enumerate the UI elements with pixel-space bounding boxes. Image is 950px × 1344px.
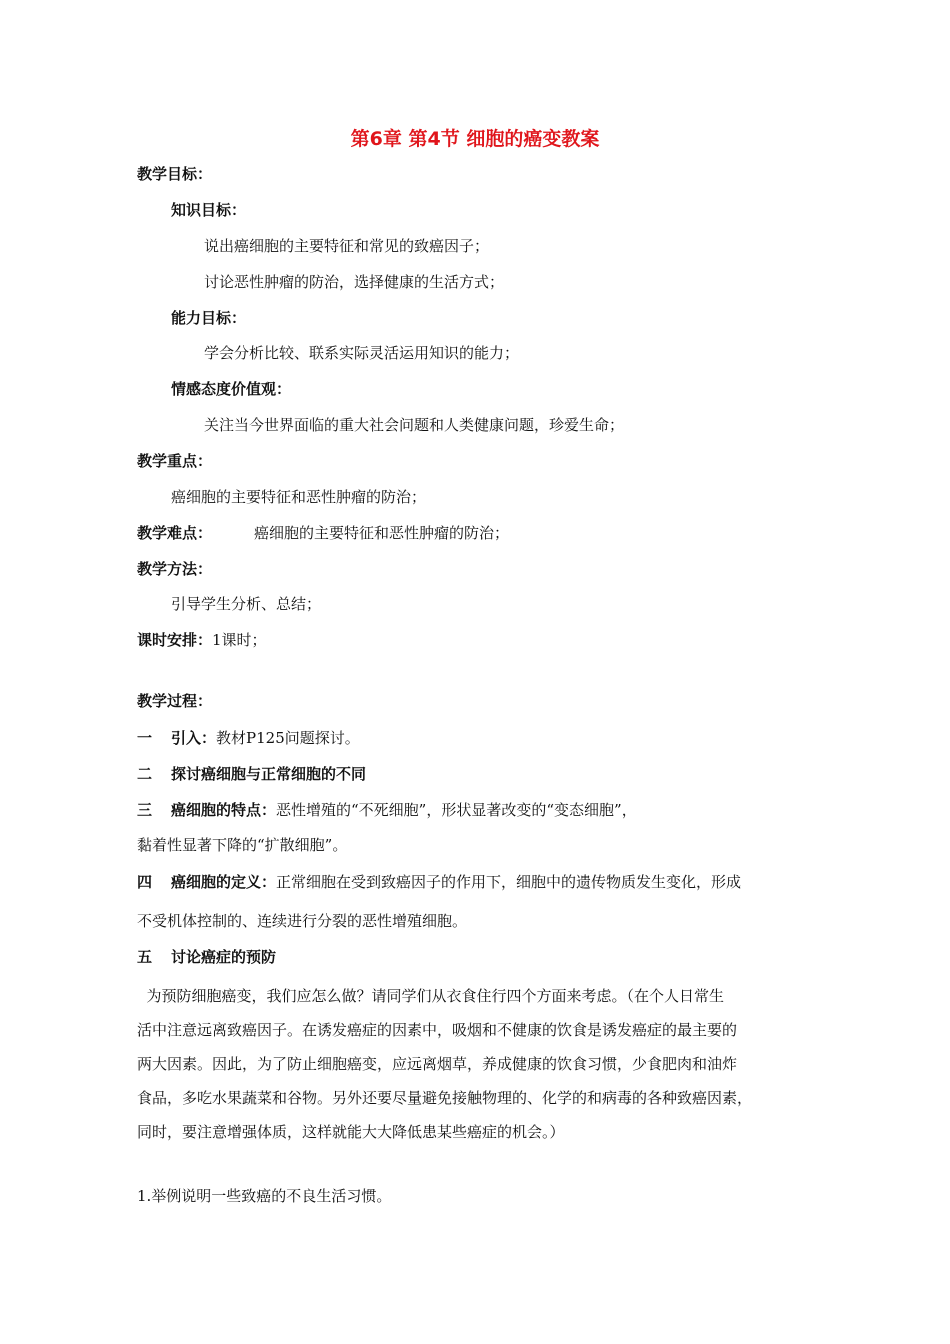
section-3-continued: 黏着性显著下降的“扩散细胞”。 — [137, 836, 348, 854]
paragraph-line: 两大因素。因此，为了防止细胞癌变，应远离烟草，养成健康的饮食习惯，少食肥肉和油炸 — [137, 1055, 738, 1073]
knowledge-heading: 知识目标： — [171, 201, 247, 219]
section-2 — [137, 764, 366, 784]
method-text: 引导学生分析、总结； — [171, 595, 322, 613]
page-title: 第6章 第4节 细胞的癌变教案 — [350, 128, 600, 150]
section-text: 恶性增殖的“不死细胞”，形状显著改变的“变态细胞”， — [276, 801, 637, 819]
section-5 — [137, 947, 276, 967]
process-heading: 教学过程： — [137, 692, 213, 710]
ability-item: 学会分析比较、联系实际灵活运用知识的能力； — [204, 344, 520, 362]
section-text: 正常细胞在受到致癌因子的作用下，细胞中的遗传物质发生变化，形成 — [276, 873, 742, 891]
section-number: 一 — [137, 729, 153, 747]
schedule-heading: 课时安排： — [137, 631, 213, 649]
schedule-text: 1课时； — [212, 631, 267, 649]
section-number: 五 — [137, 948, 153, 966]
paragraph-line: 为预防细胞癌变，我们应怎么做？请同学们从衣食住行四个方面来考虑。（在个人日常生 — [137, 987, 725, 1005]
difficulty-heading: 教学难点： — [137, 524, 213, 542]
paragraph-line: 同时，要注意增强体质，这样就能大大降低患某些癌症的机会。） — [137, 1123, 565, 1141]
section-number: 二 — [137, 765, 153, 783]
knowledge-item: 讨论恶性肿瘤的防治，选择健康的生活方式； — [204, 273, 505, 291]
paragraph-line: 活中注意远离致癌因子。在诱发癌症的因素中，吸烟和不健康的饮食是诱发癌症的最主要的 — [137, 1021, 738, 1039]
section-label: 癌细胞的定义： — [171, 873, 277, 891]
goals-heading: 教学目标： — [137, 165, 213, 183]
section-number: 三 — [137, 801, 153, 819]
section-label: 探讨癌细胞与正常细胞的不同 — [171, 765, 367, 783]
paragraph-line: 食品，多吃水果蔬菜和谷物。另外还要尽量避免接触物理的、化学的和病毒的各种致癌因素， — [137, 1089, 753, 1107]
knowledge-item: 说出癌细胞的主要特征和常见的致癌因子； — [204, 237, 490, 255]
section-1 — [137, 728, 360, 748]
emotion-item: 关注当今世界面临的重大社会问题和人类健康问题，珍爱生命； — [204, 416, 625, 434]
ability-heading: 能力目标： — [171, 309, 247, 327]
prevention-paragraph — [137, 979, 817, 1149]
section-3 — [137, 800, 637, 820]
question-1: 1.举例说明一些致癌的不良生活习惯。 — [137, 1187, 392, 1205]
difficulty-text: 癌细胞的主要特征和恶性肿瘤的防治； — [254, 524, 510, 542]
section-label: 癌细胞的特点： — [171, 801, 277, 819]
section-4-continued: 不受机体控制的、连续进行分裂的恶性增殖细胞。 — [137, 912, 468, 930]
schedule-line — [137, 630, 267, 650]
key-point-heading: 教学重点： — [137, 452, 213, 470]
section-4 — [137, 872, 741, 892]
section-label: 引入： — [171, 729, 217, 747]
section-number: 四 — [137, 873, 153, 891]
emotion-heading: 情感态度价值观： — [171, 380, 292, 398]
method-heading: 教学方法： — [137, 560, 213, 578]
key-point-text: 癌细胞的主要特征和恶性肿瘤的防治； — [171, 488, 427, 506]
section-label: 讨论癌症的预防 — [171, 948, 277, 966]
section-text: 教材P125问题探讨。 — [216, 729, 360, 747]
